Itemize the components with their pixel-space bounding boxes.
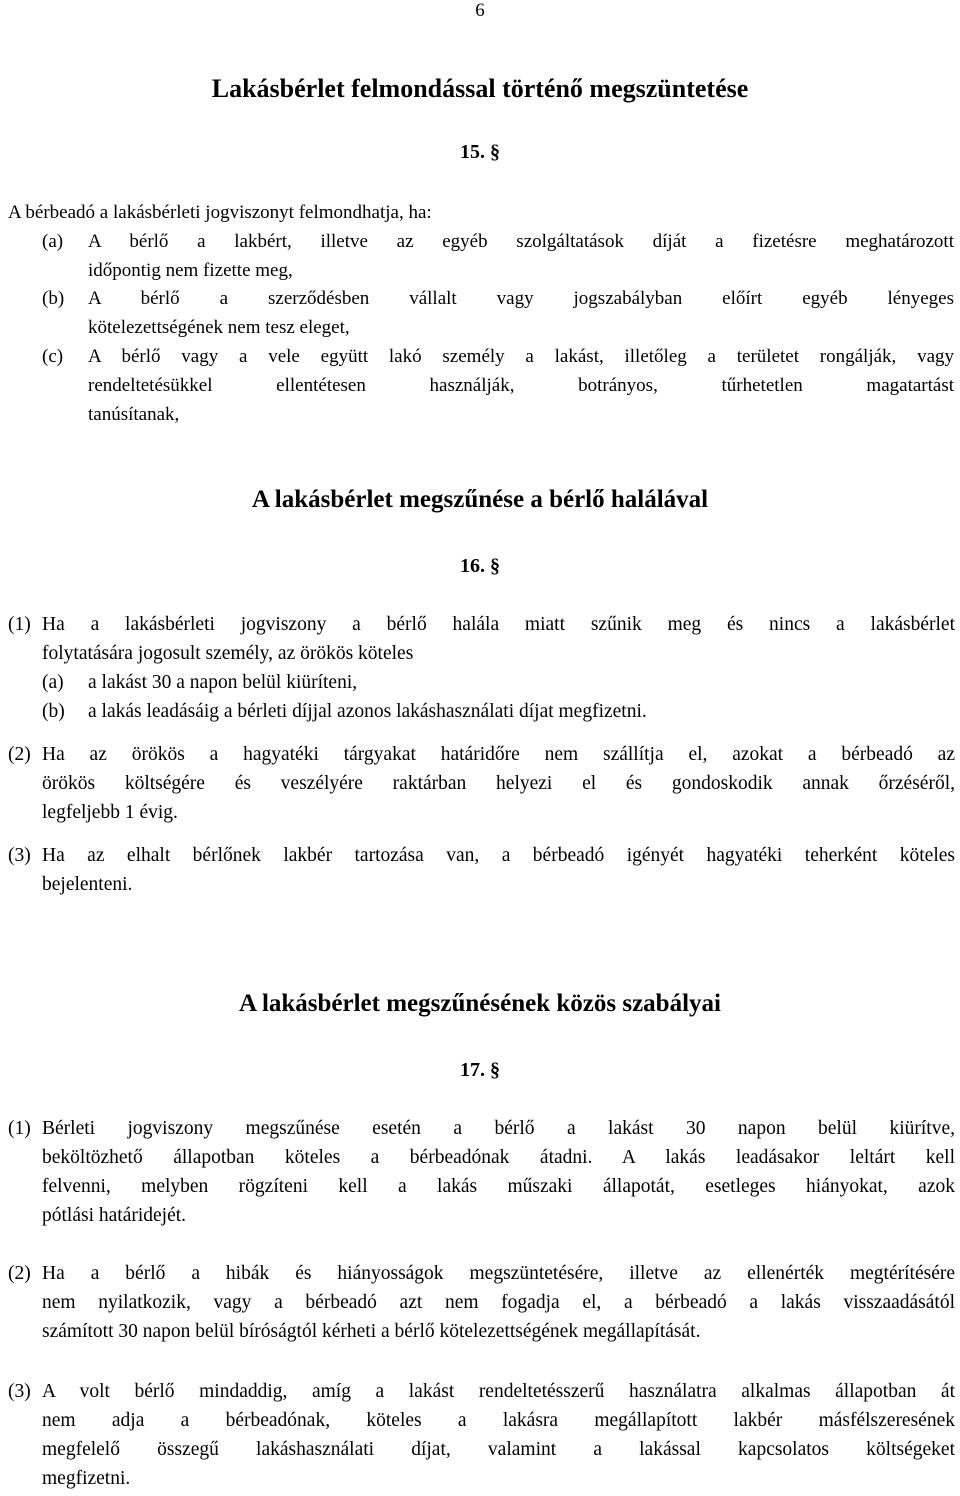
s17-para-1-line-3: felvenni, melyben rögzíteni kell a lakás műszaki állapotát, esetleges hiányokat, azok [42, 1176, 955, 1197]
s17-para-3-marker: (3) [8, 1381, 31, 1402]
s17-para-1-line-4: pótlási határidejét. [42, 1205, 187, 1226]
s16-para-2-line-3: legfeljebb 1 évig. [42, 802, 178, 823]
s17-para-2-line-1: Ha a bérlő a hibák és hiányosságok megszüntetésére, illetve az ellenérték megtérítésére [42, 1263, 955, 1284]
s17-para-1-line-2: beköltözhető állapotban köteles a bérbeadónak átadni. A lakás leadásakor leltárt kell [42, 1147, 955, 1168]
s16-para-2-marker: (2) [8, 744, 31, 765]
s16-para-2-line-2: örökös költségére és veszélyére raktárban helyezi el és gondoskodik annak őrzéséről, [42, 773, 955, 794]
s17-para-3-line-3: megfelelő összegű lakáshasználati díjat, valamint a lakással kapcsolatos költségeket [42, 1439, 955, 1460]
s17-para-1-marker: (1) [8, 1118, 31, 1139]
s16-para-2-line-1: Ha az örökös a hagyatéki tárgyakat határidőre nem szállítja el, azokat a bérbeadó az [42, 744, 955, 765]
s16-para-1-line-2: folytatására jogosult személy, az örökös köteles [42, 643, 414, 664]
s16-para-3-line-2: bejelenteni. [42, 874, 133, 895]
s16-sub-a-text: a lakást 30 a napon belül kiüríteni, [88, 672, 358, 693]
s16-sub-b-marker: (b) [42, 701, 65, 722]
item-b-line-1: A bérlő a szerződésben vállalt vagy jogszabályban előírt egyéb lényeges [88, 288, 954, 309]
section-17-title: A lakásbérlet megszűnésének közös szabályai [239, 990, 721, 1017]
s16-para-3-marker: (3) [8, 845, 31, 866]
s17-para-1-line-1: Bérleti jogviszony megszűnése esetén a bérlő a lakást 30 napon belül kiürítve, [42, 1118, 955, 1139]
section-16-number: 16. § [460, 555, 500, 577]
s17-para-2-line-2: nem nyilatkozik, vagy a bérbeadó azt nem fogadja el, a bérbeadó a lakás visszaadásától [42, 1292, 955, 1313]
item-b-line-2: kötelezettségének nem tesz eleget, [88, 317, 350, 338]
item-c-line-1: A bérlő vagy a vele együtt lakó személy a lakást, illetőleg a területet rongálják, vagy [88, 346, 954, 367]
item-c-line-2: rendeltetésükkel ellentétesen használják, botrányos, tűrhetetlen magatartást [88, 375, 954, 396]
item-c-line-3: tanúsítanak, [88, 404, 180, 425]
s16-sub-b-text: a lakás leadásáig a bérleti díjjal azonos lakáshasználati díjat megfizetni. [88, 701, 647, 722]
item-a-line-1: A bérlő a lakbért, illetve az egyéb szolgáltatások díját a fizetésre meghatározott [88, 231, 954, 252]
s17-para-2-marker: (2) [8, 1263, 31, 1284]
item-a-line-2: időpontig nem fizette meg, [88, 260, 293, 281]
s16-para-1-line-1: Ha a lakásbérleti jogviszony a bérlő halála miatt szűnik meg és nincs a lakásbérlet [42, 614, 955, 635]
s17-para-3-line-4: megfizetni. [42, 1468, 131, 1489]
section-17-number: 17. § [460, 1059, 500, 1081]
item-a-marker: (a) [42, 231, 64, 252]
s17-para-3-line-1: A volt bérlő mindaddig, amíg a lakást rendeltetésszerű használatra alkalmas állapotban át [42, 1381, 955, 1402]
section-15-title: Lakásbérlet felmondással történő megszüntetése [211, 74, 749, 103]
item-c-marker: (c) [42, 346, 64, 367]
page-number: 6 [475, 0, 485, 21]
section-15-intro: A bérbeadó a lakásbérleti jogviszonyt felmondhatja, ha: [8, 202, 432, 223]
section-15-number: 15. § [460, 141, 500, 163]
section-16-title: A lakásbérlet megszűnése a bérlő halálával [251, 486, 709, 513]
s16-para-1-marker: (1) [8, 614, 31, 635]
item-b-marker: (b) [42, 288, 65, 309]
s16-sub-a-marker: (a) [42, 672, 64, 693]
s17-para-2-line-3: számított 30 napon belül bíróságtól kérheti a bérlő kötelezettségének megállapítását. [42, 1321, 701, 1342]
s16-para-3-line-1: Ha az elhalt bérlőnek lakbér tartozása van, a bérbeadó igényét hagyatéki teherként köteles [42, 845, 955, 866]
s17-para-3-line-2: nem adja a bérbeadónak, köteles a lakásra megállapított lakbér másfélszeresének [42, 1410, 955, 1431]
